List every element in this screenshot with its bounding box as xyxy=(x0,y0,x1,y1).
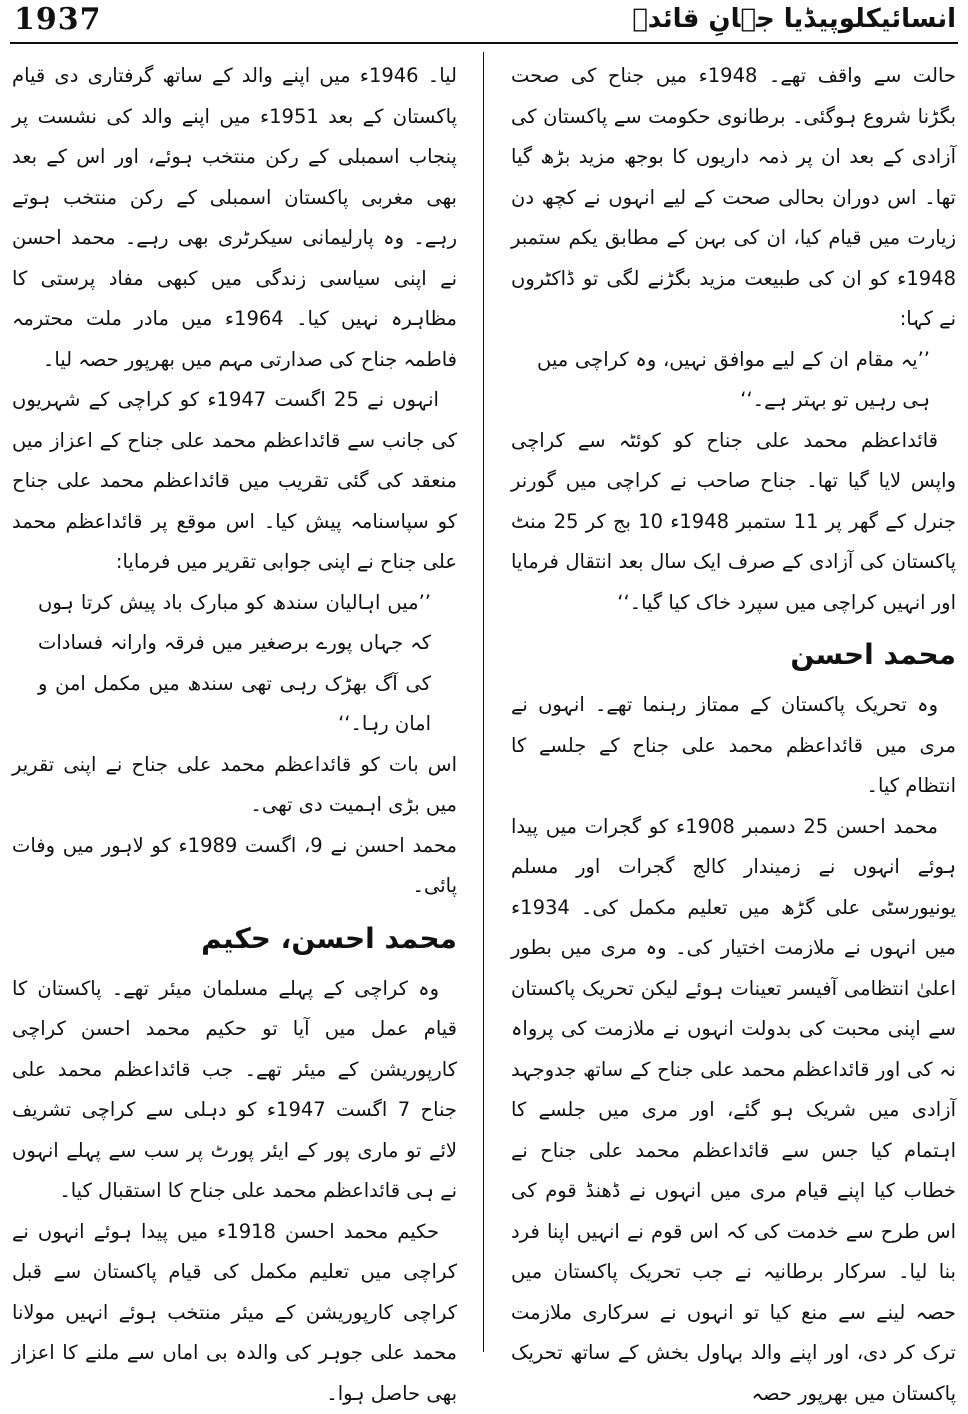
block-quote: ’’یہ مقام ان کے لیے موافق نہیں، وہ کراچی میں ہی رہیں تو بہتر ہے۔‘‘ xyxy=(537,340,930,421)
running-title: انسائیکلوپیڈیا جہانِ قائدؒ xyxy=(632,4,956,34)
paragraph: وہ تحریک پاکستان کے ممتاز رہنما تھے۔ انہوں نے مری میں قائداعظم محمد علی جناح کے جلسے کا انتظام کیا۔ xyxy=(511,685,956,807)
paragraph: حکیم محمد احسن 1918ء میں پیدا ہوئے انہوں نے کراچی میں تعلیم مکمل کی قیام پاکستان سے قبل کراچی کارپوریشن کے میئر منتخب ہوئے انہیں مولانا محمد علی جوہر کی والدہ بی اماں سے ملنے کا اعزاز بھی حاصل ہوا۔ xyxy=(12,1212,457,1414)
section-heading: محمد احسن، حکیم xyxy=(12,917,457,961)
paragraph: وہ کراچی کے پہلے مسلمان میئر تھے۔ پاکستان کا قیام عمل میں آیا تو حکیم محمد احسن کراچی کارپوریشن کے میئر تھے۔ جب قائداعظم محمد علی جناح 7 اگست 1947ء کو دہلی سے کراچی تشریف لائے تو ماری پور کے ایئر پورٹ پر سب سے پہلے انہوں نے ہی قائداعظم محمد علی جناح کا استقبال کیا۔ xyxy=(12,969,457,1212)
page-number: 1937 xyxy=(14,2,102,37)
block-quote: ’’میں اہالیان سندھ کو مبارک باد پیش کرتا ہوں کہ جہاں پورے برصغیر میں فرقہ وارانہ فسادات کی آگ بھڑک رہی تھی سندھ میں مکمل امن و امان رہا۔‘‘ xyxy=(38,583,431,745)
paragraph: قائداعظم محمد علی جناح کو کوئٹہ سے کراچی واپس لایا گیا تھا۔ جناح صاحب نے کراچی میں گورنر جنرل کے گھر پر 11 ستمبر 1948ء 10 بج کر 25 منٹ پاکستان کی آزادی کے صرف ایک سال بعد انتقال فرمایا اور انہیں کراچی میں سپرد خاک کیا گیا۔‘‘ xyxy=(511,421,956,624)
paragraph: محمد احسن 25 دسمبر 1908ء کو گجرات میں پیدا ہوئے انہوں نے زمیندار کالج گجرات اور مسلم یونیورسٹی علی گڑھ میں تعلیم مکمل کی۔ 1934ء میں انہوں نے ملازمت اختیار کی۔ وہ مری میں بطور اعلیٰ انتظامی آفیسر تعینات ہوئے لیکن تحریک پاکستان سے اپنی محبت کی بدولت انہوں نے ملازمت کی پرواہ نہ کی اور قائداعظم محمد علی جناح کے ساتھ جدوجہد آزادی میں شریک ہو گئے، اور مری میں جلسے کا اہتمام کیا جس سے قائداعظم محمد علی جناح نے خطاب کیا اپنے قیام مری میں انہوں نے ڈھنڈ قوم کی اس طرح سے خدمت کی کہ اس قوم نے انہیں اپنا فرد بنا لیا۔ سرکار برطانیہ نے جب تحریک پاکستان میں حصہ لینے سے منع کیا تو انہوں نے سرکاری ملازمت ترک کر دی، اور اپنے والد بہاول بخش کے ساتھ تحریک پاکستان میں بھرپور حصہ xyxy=(511,807,956,1414)
paragraph: محمد احسن نے 9، اگست 1989ء کو لاہور میں وفات پائی۔ xyxy=(12,826,457,907)
right-column xyxy=(511,56,956,1352)
paragraph: اس بات کو قائداعظم محمد علی جناح نے اپنی تقریر میں بڑی اہمیت دی تھی۔ xyxy=(12,745,457,826)
header-rule xyxy=(10,42,958,44)
paragraph: انہوں نے 25 اگست 1947ء کو کراچی کے شہریوں کی جانب سے قائداعظم محمد علی جناح کے اعزاز میں منعقد کی گئی تقریب میں قائداعظم محمد علی جناح کو سپاسنامہ پیش کیا۔ اس موقع پر قائداعظم محمد علی جناح نے اپنی جوابی تقریر میں فرمایا: xyxy=(12,380,457,583)
column-divider xyxy=(483,52,484,1352)
paragraph: حالت سے واقف تھے۔ 1948ء میں جناح کی صحت بگڑنا شروع ہوگئی۔ برطانوی حکومت سے پاکستان کی آزادی کے بعد ان پر ذمہ داریوں کا بوجھ مزید بڑھ گیا تھا۔ اس دوران بحالی صحت کے لیے انہوں نے کچھ دن زیارت میں قیام کیا، ان کی بہن کے مطابق یکم ستمبر 1948ء کو ان کی طبیعت مزید بگڑنے لگی تو ڈاکٹروں نے کہا: xyxy=(511,56,956,340)
paragraph: لیا۔ 1946ء میں اپنے والد کے ساتھ گرفتاری دی قیام پاکستان کے بعد 1951ء میں اپنے والد کی نشست پر پنجاب اسمبلی کے رکن منتخب ہوئے، اور اس کے بعد بھی مغربی پاکستان اسمبلی کے رکن منتخب ہوتے رہے۔ وہ پارلیمانی سیکرٹری بھی رہے۔ محمد احسن نے اپنی سیاسی زندگی میں کبھی مفاد پرستی کا مظاہرہ نہیں کیا۔ 1964ء میں مادر ملت محترمہ فاطمہ جناح کی صدارتی مہم میں بھرپور حصہ لیا۔ xyxy=(12,56,457,380)
section-heading: محمد احسن xyxy=(511,633,956,677)
left-column xyxy=(12,56,457,1352)
page-header xyxy=(0,0,968,44)
